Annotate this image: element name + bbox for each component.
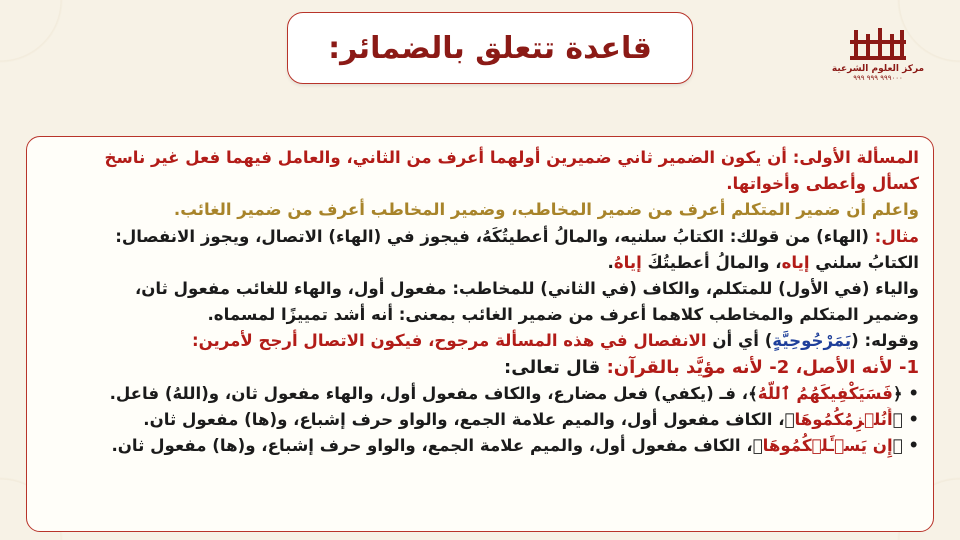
line8-part-d: الانفصال في هذه المسألة مرجوح، فيكون الاتصال أرجح لأمرين: <box>191 331 707 351</box>
logo-mark-icon <box>848 26 908 62</box>
line5-part-e: . <box>607 252 614 272</box>
brand-logo <box>831 26 925 90</box>
bullet1-explanation: ﴾، فـ (يكفي) فعل مضارع، والكاف مفعول أول، والهاء مفعول ثان، و(اللهُ) فاعل. <box>109 383 758 403</box>
line8-part-b: يَمَرْجُوحِيَّةٍ <box>772 331 852 351</box>
bullet-line-3 <box>41 433 919 459</box>
line5-part-b: إياه <box>781 252 810 272</box>
text-line-9 <box>41 355 919 381</box>
bullet-line-2 <box>41 407 919 433</box>
text-line-8 <box>41 328 919 354</box>
line5-part-c: ، والمالُ أعطيتُكَ <box>641 252 782 272</box>
text-line-1 <box>41 145 919 171</box>
bullet-line-1 <box>41 381 919 407</box>
bullet3-verse: إِن يَسۡـَٔلۡكُمُوهَا <box>762 436 893 456</box>
line5-part-d: إياهُ <box>613 252 642 272</box>
bullet3-explanation: ﴾، الكاف مفعول أول، والميم علامة الجمع، والواو حرف إشباع، و(ها) مفعول ثان. <box>111 436 763 456</box>
example-label: مثال: <box>868 226 919 246</box>
reasons-text: 1- لأنه الأصل، 2- لأنه مؤيَّد بالقرآن: <box>600 356 919 378</box>
line8-part-a: وقوله: ( <box>851 331 919 351</box>
issue-heading: المسألة الأولى: <box>786 148 919 167</box>
text-line-7: وضمير المتكلم والمخاطب كلاهما أعرف من ضمير الغائب بمعنى: أنه أشد تمييزًا لمسماه. <box>207 305 919 325</box>
bullet3-open: • ﴿ <box>892 436 919 456</box>
logo-phone: ٩٩٩٠٠٠ ٩٩٩ ٩٩٩ <box>853 74 903 82</box>
line5-part-a: الكتابُ سلني <box>809 252 919 272</box>
bullet1-open: • ﴿ <box>892 383 919 403</box>
text-line-6: والياء (في الأول) للمتكلم، والكاف (في الثاني) للمخاطب: مفعول أول، والهاء للغائب مفعول ثان، <box>134 279 919 299</box>
text-line-3: واعلم أن ضمير المتكلم أعرف من ضمير المخاطب، وضمير المخاطب أعرف من ضمير الغائب. <box>173 200 919 220</box>
issue-text: أن يكون الضمير ثاني ضميرين أولهما أعرف من الثاني، والعامل فيهما فعل غير ناسخ <box>104 148 787 167</box>
bullet2-verse: أَنُلۡزِمُكُمُوهَا <box>794 410 893 430</box>
slide-title-box <box>287 12 693 84</box>
text-line-5 <box>41 250 919 276</box>
slide-title: قاعدة تتعلق بالضمائر: <box>328 30 652 66</box>
content-panel <box>26 136 934 532</box>
line8-part-c: ) أي أن <box>706 331 773 351</box>
text-line-4 <box>41 224 919 250</box>
bullet1-verse-a: فَسَيَكْفِيكَهُمُ <box>796 383 893 403</box>
quran-intro: قال تعالى: <box>504 356 601 378</box>
example-text: (الهاء) من قولك: الكتابُ سلنيه، والمالُ أعطيتُكَهُ، فيجوز في (الهاء) الاتصال، ويجوز الانفصال: <box>115 226 869 246</box>
logo-name: مركز العلوم الشرعية <box>831 64 925 74</box>
bullet2-explanation: ﴾، الكاف مفعول أول، والميم علامة الجمع، والواو حرف إشباع، و(ها) مفعول ثان. <box>143 410 795 430</box>
bullet1-verse-b: ٱللَّهُ <box>757 383 797 403</box>
text-line-2: كسأل وأعطى وأخواتها. <box>726 174 919 194</box>
bullet2-open: • ﴿ <box>892 410 919 430</box>
